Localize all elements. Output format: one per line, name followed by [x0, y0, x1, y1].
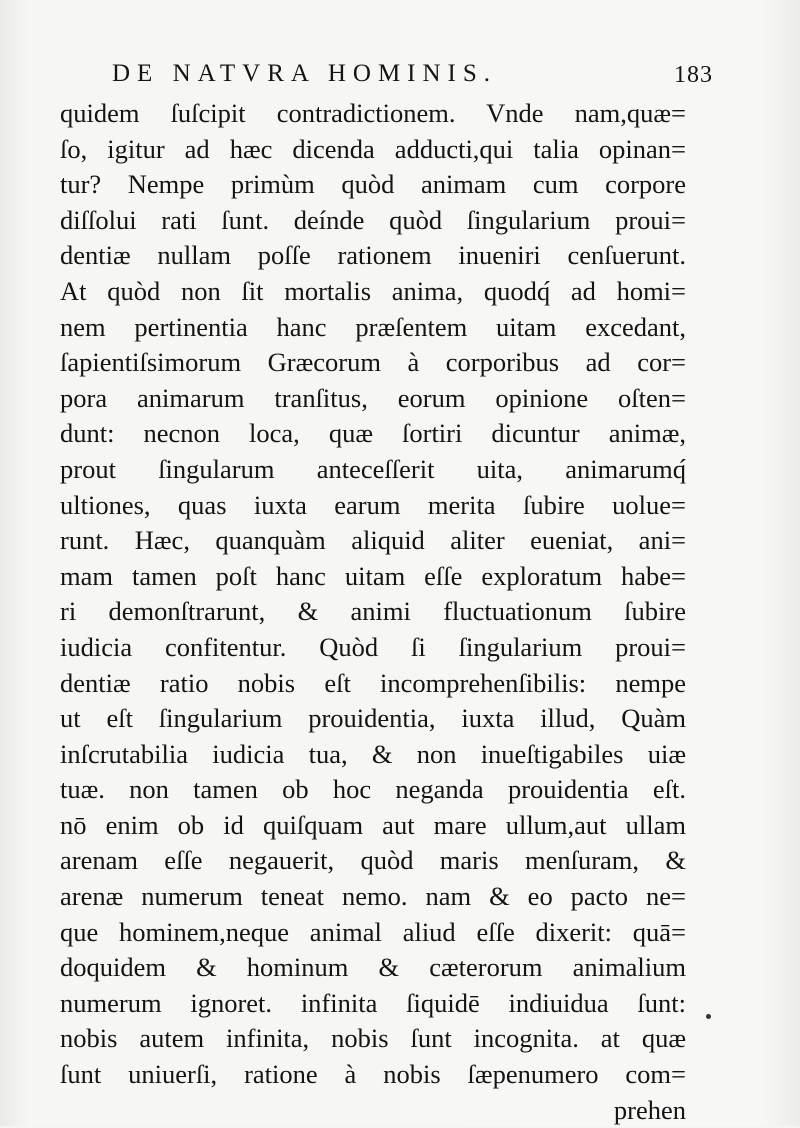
margin-mark: [706, 1014, 711, 1019]
body-text: [60, 96, 686, 1128]
text-line: pora animarum tranſitus, eorum opinione oſten=: [60, 382, 686, 413]
text-line: ut eſt ſingularium prouidentia, iuxta illud, Quàm: [60, 703, 686, 734]
text-line: ſunt uniuerſi, ratione à nobis ſæpenumero com=: [60, 1059, 686, 1090]
catchword: prehen: [613, 1094, 686, 1125]
text-line: ſo, igitur ad hæc dicenda adducti,qui talia opinan=: [60, 133, 686, 164]
text-line: quidem ſuſcipit contradictionem. Vnde nam,quæ=: [60, 98, 686, 128]
text-line: prout ſingularum anteceſſerit uita, animarumq́: [60, 453, 686, 484]
running-title: DE NATVRA HOMINIS.: [112, 60, 498, 87]
text-line: tur? Nempe primùm quòd animam cum corpore: [60, 169, 686, 200]
text-line: ſapientiſsimorum Græcorum à corporibus ad cor=: [60, 347, 686, 378]
text-line: arenæ numerum teneat nemo. nam & eo pacto ne=: [60, 881, 686, 912]
text-line: mam tamen poſt hanc uitam eſſe exploratum habe=: [60, 560, 686, 591]
text-line: inſcrutabilia iudicia tua, & non inueſtigabiles uiæ: [60, 738, 686, 769]
text-line: iudicia confitentur. Quòd ſi ſingularium proui=: [60, 631, 686, 662]
text-line: que hominem,neque animal aliud eſſe dixerit: quā=: [60, 916, 686, 947]
text-line: runt. Hæc, quanquàm aliquid aliter eueniat, ani=: [60, 525, 686, 556]
text-line: nō enim ob id quiſquam aut mare ullum,aut ullam: [60, 809, 686, 840]
page-header: [112, 54, 712, 94]
text-line: nem pertinentia hanc præſentem uitam excedant,: [60, 311, 686, 342]
text-line: dentiæ nullam poſſe rationem inueniri cenſuerunt.: [60, 240, 686, 271]
text-line: ri demonſtrarunt, & animi fluctuationum ſubire: [60, 596, 686, 627]
text-line: At quòd non ſit mortalis anima, quodq́ ad homi=: [60, 275, 686, 306]
text-line: ultiones, quas iuxta earum merita ſubire uolue=: [60, 489, 686, 520]
text-line: dentiæ ratio nobis eſt incomprehenſibilis: nempe: [60, 667, 686, 698]
page-number: 183: [674, 62, 713, 88]
text-line: dunt: necnon loca, quæ ſortiri dicuntur animæ,: [60, 418, 686, 449]
text-line: diſſolui rati ſunt. deínde quòd ſingularium proui=: [60, 204, 686, 235]
text-line: nobis autem infinita, nobis ſunt incognita. at quæ: [60, 1023, 686, 1054]
text-line: doquidem & hominum & cæterorum animalium: [60, 952, 686, 983]
text-line: tuæ. non tamen ob hoc neganda prouidentia eſt.: [60, 774, 686, 805]
text-line: numerum ignoret. infinita ſiquidē indiuidua ſunt:: [60, 987, 686, 1018]
text-line: arenam eſſe negauerit, quòd maris menſuram, &: [60, 845, 686, 876]
